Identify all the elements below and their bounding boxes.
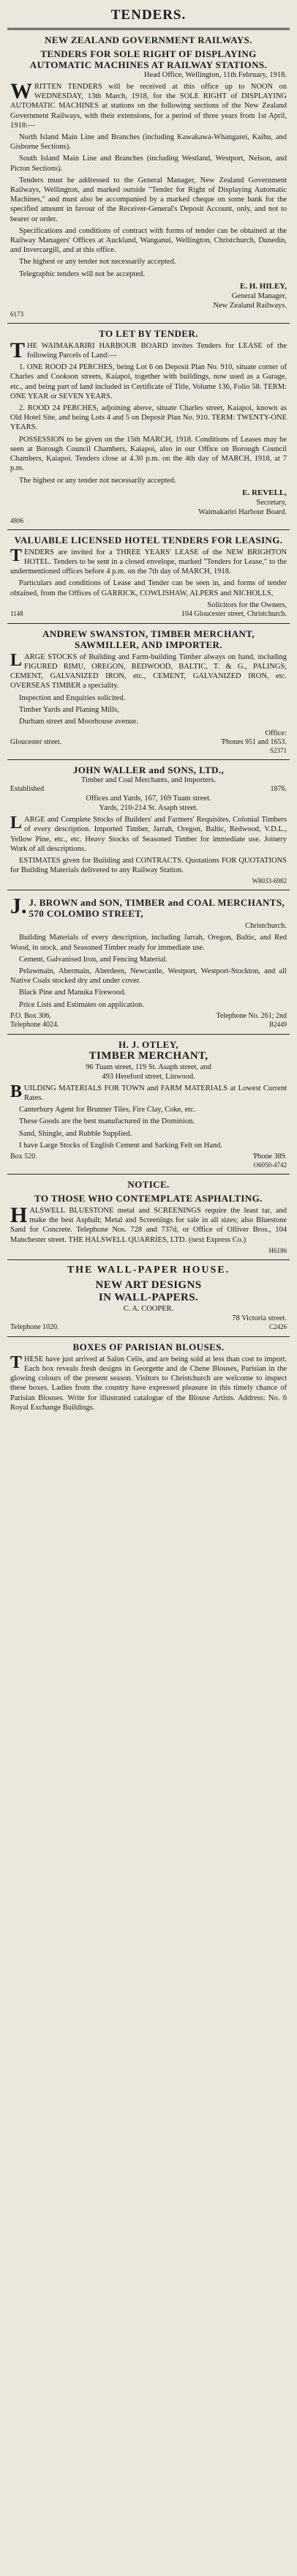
waller-offices: Offices and Yards, 167, 169 Tuam street.: [86, 794, 211, 803]
waller-established-row: [10, 785, 287, 794]
hotel-heading: VALUABLE LICENSED HOTEL TENDERS FOR LEASING.: [14, 534, 283, 546]
otley-address-1: 96 Tuam street, 119 St. Asaph street, and: [86, 1062, 211, 1071]
wallpaper-notice: [7, 1260, 290, 1336]
brown-heading: J. BROWN and SON, TIMBER and COAL MERCHANTS, 570 COLOMBO STREET,: [29, 897, 285, 920]
swanston-office-label: Office:: [265, 729, 287, 738]
brown-body-1: Building Materials of every description, including Jarrah, Oregon, Baltic, and Red Wood, in stock, and Seasoned Timber ready for immediate use.: [10, 934, 287, 952]
railways-notice: [7, 30, 290, 323]
waller-established: Established: [10, 785, 45, 794]
let-by-tender-heading: TO LET BY TENDER.: [99, 327, 198, 339]
dropcap: T: [10, 1352, 23, 1372]
brown-body-5: Price Lists and Estimates on application.: [19, 1000, 144, 1009]
swanston-body-3: Timber Yards and Planing Mills,: [19, 705, 119, 714]
let-by-tender-signature: E. REVELL,: [242, 488, 287, 497]
reference-number: C2426: [268, 1322, 287, 1330]
railways-body-3: South Island Main Line and Branches (including Westland, Westport, Nelson, and Picton Sections).: [10, 155, 287, 173]
swanston-body-4: Durham street and Moorhouse avenue.: [19, 717, 138, 726]
let-by-tender-title-2: Waimakariri Harbour Board.: [198, 507, 287, 516]
swanston-notice: [7, 624, 290, 759]
brown-tel-1: Telephone No. 261; 2nd: [216, 1011, 287, 1020]
let-by-tender-notice: [7, 324, 290, 529]
reference-number: 4806: [10, 516, 23, 524]
let-by-tender-body-1: POSSESSION to be given on the 15th MARCH, 1918. Conditions of Leases may be seen at Borough Council Chambers, Kaiapoi, also in our Office on Borough Council Chambers, Kaiapoi. Tenders close at 4.30 p.m. on the 4th day of MARCH, 1918, at 7 p.m.: [10, 435, 287, 473]
wallpaper-name: C. A. COOPER.: [123, 1304, 174, 1313]
dropcap: T: [10, 546, 23, 565]
hotel-footer: [10, 610, 287, 619]
reference-number: 1148: [10, 609, 23, 617]
brown-city: Christchurch.: [245, 922, 287, 931]
otley-body-1-text: UILDING MATERIALS FOR TOWN and FARM MATERIALS at Lowest Current Rates.: [24, 1084, 287, 1102]
otley-notice: [7, 1035, 290, 1174]
wallpaper-new-line-2: IN WALL-PAPERS.: [98, 1291, 199, 1303]
brown-contact-row: [10, 1012, 287, 1021]
reference-number: B2449: [268, 1020, 287, 1028]
otley-body-5: I have Large Stocks of English Cement and Sarking Felt on Hand.: [19, 1141, 223, 1150]
railways-office: Head Office, Wellington, 11th February, 1918.: [143, 71, 287, 79]
railways-body-4: Tenders must be addressed to the General Manager, New Zealand Government Railways, Wellington, and marked outside "Tender for Right of Displaying Automatic Machines," and must also be accompanied by a marked cheque on some bank for the specified amount in favour of the Receiver-General's Deposit Account, only, and not to bearer or order.: [10, 176, 287, 223]
newspaper-column: [7, 0, 290, 1419]
otley-contact-row: [10, 1153, 287, 1161]
dropcap: W: [10, 79, 32, 103]
waller-year: 1876.: [270, 785, 287, 794]
otley-phone: 'Phone 389.: [252, 1153, 287, 1161]
railways-body-7: Telegraphic tenders will not be accepted.: [19, 269, 145, 278]
asphalting-body-1: [10, 1203, 287, 1245]
asphalting-notice: [7, 1175, 290, 1259]
waller-body-1-text: ARGE and Complete Stocks of Builders' and Farmers' Requisites. Colonial Timbers of every description. Imported Timber, Jarrah, Oregon, Baltic, Redwood, V.D.L., Yellow Pine, etc., etc. Heavy Stocks of Seasoned Timber for immediate use. Joinery Work of all descriptions.: [10, 816, 287, 853]
swanston-body-1-text: ARGE STOCKS of Building and Farm-building Timber always on hand, including FIGURED RIMU, OREGON, REDWOOD, BALTIC, T. & G., PALINGS, CEMENT, GALVANIZED IRON, etc., CEMENT, GALVANIZED IRON, etc. OVERSEAS TIMBER a speciality.: [10, 652, 287, 690]
brown-tel-2: Telephone 4024.: [10, 1020, 59, 1029]
railways-body-1: [10, 79, 287, 130]
let-by-tender-intro-text: HE WAIMAKARIRI HARBOUR BOARD invites Tenders for LEASE of the following Parcels of Land:—: [27, 341, 287, 360]
let-by-tender-intro: [10, 338, 287, 362]
wallpaper-heading: THE WALL-PAPER HOUSE.: [67, 1264, 230, 1276]
wallpaper-telephone: Telephone 1020.: [10, 1322, 59, 1331]
asphalting-heading-2: TO THOSE WHO CONTEMPLATE ASPHALTING.: [34, 1193, 263, 1204]
railways-body-1-text: RITTEN TENDERS will be received at this office up to NOON on WEDNESDAY, 13th March, 1918, for the SOLE RIGHT of DISPLAYING AUTOMATIC MACHINES at stations on the following sections of the New Zealand Government Railways, with their extensions, for a period of three years from 1st April, 1918:—: [10, 83, 287, 130]
otley-address-2: 493 Hereford street, Linwood.: [102, 1072, 195, 1081]
otley-box: Box 520.: [10, 1153, 37, 1161]
swanston-address: Gloucester street.: [10, 738, 61, 747]
waller-notice: [7, 760, 290, 890]
let-by-tender-item-1: 1. ONE ROOD 24 PERCHES, being Lot 6 on Deposit Plan No. 910, situate corner of Charles and Cookson streets, Kaiapoi, together with buildings, now used as a Garage, etc., and being part of land included in Certificate of Title, Volume 136, Folio 58. TERM: ONE YEAR or SEVEN YEARS.: [10, 363, 287, 401]
hotel-address: 104 Gloucester street, Christchurch.: [181, 609, 287, 618]
reference-number: 6173: [10, 310, 23, 318]
dropcap: T: [10, 338, 26, 362]
dropcap: L: [10, 814, 23, 833]
hotel-body-1-text: ENDERS are invited for a THREE YEARS' LEASE of the NEW BRIGHTON HOTEL. Tenders to be sent in a closed envelope, marked "Tenders for Lease," to the undermentioned offices before 4 p.m. on the 7th day of MARCH, 1918.: [10, 548, 287, 576]
railways-body-2: North Island Main Line and Branches (including Kawakawa-Whangarei, Kaihu, and Gisborne Sections).: [10, 133, 287, 152]
swanston-heading: ANDREW SWANSTON, TIMBER MERCHANT, SAWMILLER, AND IMPORTER.: [42, 628, 255, 650]
hotel-body-3: Solicitors for the Owners,: [207, 600, 287, 609]
otley-title: TIMBER MERCHANT,: [89, 1049, 208, 1062]
dropcap: J.: [10, 894, 27, 919]
waller-subheading: Timber and Coal Merchants, and Importers.: [80, 776, 217, 785]
waller-body-1: [10, 815, 287, 854]
blouses-notice: [7, 1337, 290, 1419]
swanston-body-1: [10, 652, 287, 691]
brown-po-box: P.O. Box 306.: [10, 1011, 51, 1020]
let-by-tender-body-2: The highest or any tender not necessarily accepted.: [19, 476, 176, 485]
swanston-footer: [10, 738, 287, 747]
blouses-heading: BOXES OF PARISIAN BLOUSES.: [72, 1341, 225, 1352]
blouses-body: [10, 1352, 287, 1412]
waller-yards: Yards, 210-214 St. Asaph street.: [99, 804, 198, 813]
dropcap: B: [10, 1082, 23, 1101]
reference-number: H6186: [268, 1246, 287, 1254]
railways-heading: NEW ZEALAND GOVERNMENT RAILWAYS.: [45, 34, 252, 45]
dropcap: H: [10, 1203, 28, 1227]
let-by-tender-item-2: 2. ROOD 24 PERCHES, adjoining above, situate Charles street, Kaiapoi, known as Old Hotel Site, and being Lots 4 and 5 on Deposit Plan No. 910. TERM: TWENTY-ONE YEARS.: [10, 404, 287, 432]
reference-number: S2371: [269, 747, 287, 755]
asphalting-body-1-text: ALSWELL BLUESTONE metal and SCREENINGS require the least tar, and make the best Asphalt; Metal and Screenings for sale in all sizes; also Bluestone Sand for Concrete. Telephone Nos. 728 and 737d, or Office of Olliver Bros., 104 Manchester street. THE HALSWELL QUARRIES, LTD. (next Express Co.): [10, 1207, 287, 1244]
brown-contact-row-2: [10, 1021, 287, 1030]
brown-body-2: Cement, Galvanised Iron, and Fencing Material.: [19, 955, 168, 964]
railways-signature: E. H. HILEY,: [239, 281, 287, 291]
wallpaper-address: 78 Victoria street.: [232, 1314, 287, 1322]
blouses-body-text: HESE have just arrived at Salon Celis, and are being sold at less than cost to import. Each box reveals fresh designs in Georgette and de Chene Blouses, Parisian in the glowing colours of the present season. Visitors to Christchurch are welcome to inspect these boxes. Ladies from the country have expressed pleasure in this timely chance of Parisian Blouses. Write for illustrated catalogue of the Blouse Artists. Address: No. 6 Royal Exchange Buildings.: [10, 1355, 287, 1412]
dropcap: L: [10, 650, 23, 670]
swanston-phones: 'Phones 951 and 1653.: [220, 738, 287, 747]
railways-body-6: The highest or any tender not necessarily accepted.: [19, 258, 176, 267]
railways-signer-title-2: New Zealand Railways.: [213, 301, 287, 310]
otley-body-2: Canterbury Agent for Brunner Tiles, Fire Clay, Coke, etc.: [19, 1106, 196, 1114]
asphalting-heading-1: NOTICE.: [127, 1179, 170, 1190]
hotel-body-2: Particulars and conditions of Lease and Tender can be seen in, and forms of tender obtained, from the Offices of GARRICK, COWLISHAW, ALPERS and NICHOLLS,: [10, 579, 287, 598]
swanston-body-2: Inspection and Enquiries solicited.: [19, 693, 126, 702]
hotel-body-1: [10, 548, 287, 577]
brown-heading-block: [10, 894, 287, 920]
brown-body-4: Black Pine and Manuka Firewood.: [19, 989, 127, 997]
brown-body-3: Pelawmain, Abermain, Aberdeen, Newcastle, Westport, Westport-Stockton, and all Native Coals stocked dry and under cover.: [10, 967, 287, 986]
otley-body-4: Sand, Shingle, and Rubble Supplied.: [19, 1129, 132, 1138]
otley-body-3: These Goods are the best manufactured in the Dominion.: [19, 1117, 195, 1126]
reference-number: O6050-4742: [253, 1161, 287, 1169]
section-masthead: TENDERS.: [110, 7, 187, 23]
hotel-notice: [7, 530, 290, 623]
railways-subheading: TENDERS FOR SOLE RIGHT OF DISPLAYING AUTOMATIC MACHINES AT RAILWAY STATIONS.: [29, 48, 268, 70]
waller-body-2: ESTIMATES given for Building and CONTRACTS. Quotations FOR QUOTATIONS for Building Materials delivered to any Railway Station.: [10, 856, 287, 875]
otley-body-1: [10, 1084, 287, 1103]
railways-signer-title-1: General Manager,: [231, 291, 287, 300]
let-by-tender-title-1: Secretary,: [256, 498, 287, 507]
wallpaper-contact-row: [10, 1323, 287, 1332]
reference-number: W8033-6982: [252, 877, 287, 885]
wallpaper-new-line-1: NEW ART DESIGNS: [95, 1278, 202, 1291]
otley-name: H. J. OTLEY,: [119, 1038, 178, 1050]
railways-body-5: Specifications and conditions of contract with forms of tender can be obtained at the Railway Managers' Offices at Auckland, Wanganui, Wellington, Christchurch, Dunedin, and Invercargill, and at this office.: [10, 226, 287, 255]
brown-notice: [7, 890, 290, 1033]
waller-heading: JOHN WALLER and SONS, LTD.,: [72, 764, 225, 776]
